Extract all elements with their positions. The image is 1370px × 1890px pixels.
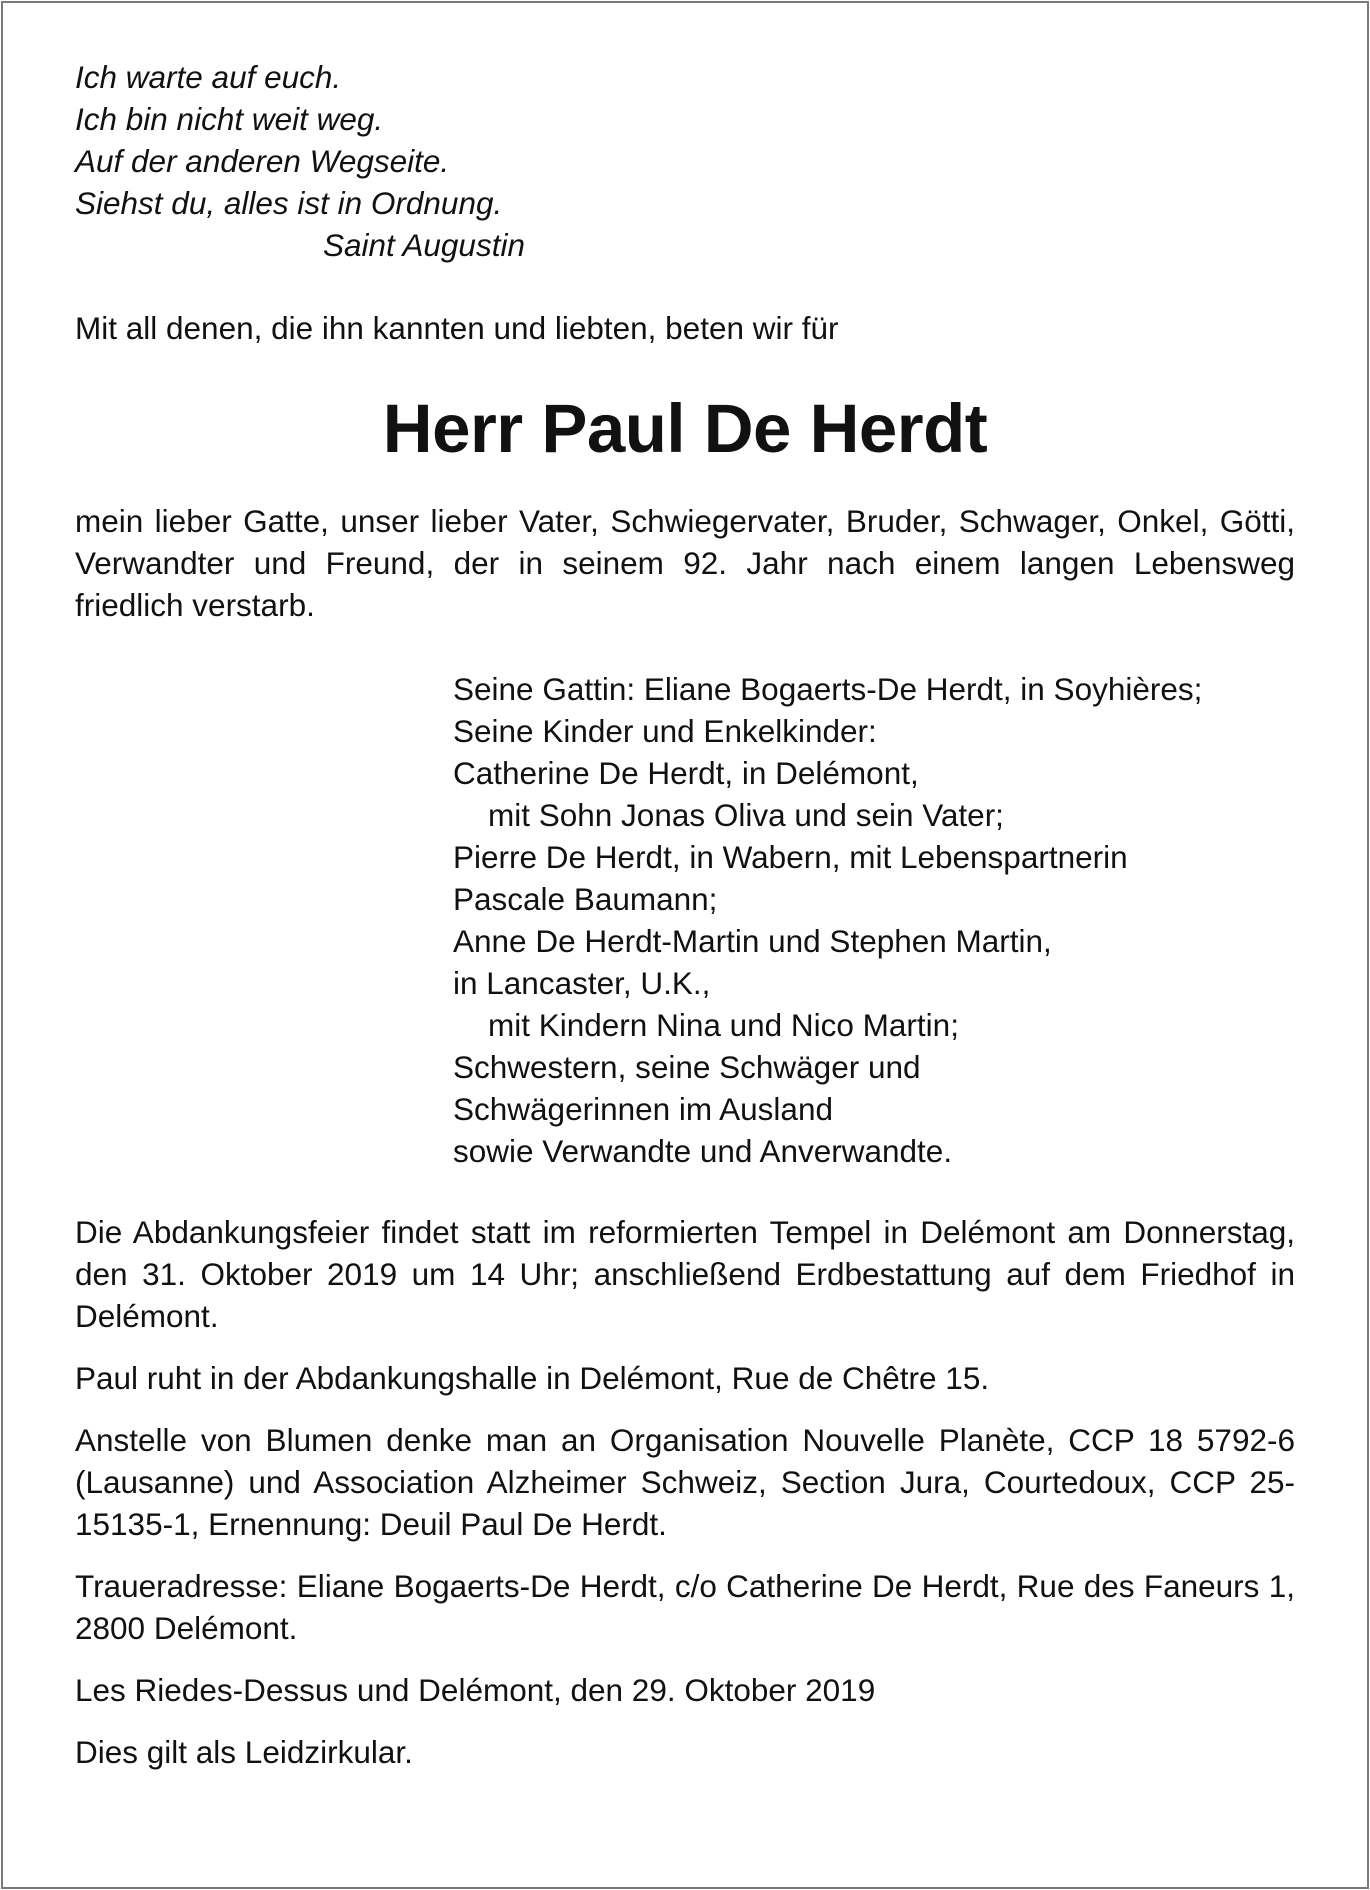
poem-line: Auf der anderen Wegseite. [75, 143, 450, 179]
obituary-notice [75, 56, 1295, 1773]
deceased-description: mein lieber Gatte, unser lieber Vater, Schwiegervater, Bruder, Schwager, Onkel, Götti, Verwandter und Freund, der in seinem 92. Jahr nach einem langen Lebensweg friedlich verstarb. [75, 503, 1295, 623]
family-line: Schwestern, seine Schwäger und [453, 1049, 921, 1085]
family-list [453, 668, 1295, 1172]
poem-line: Ich bin nicht weit weg. [75, 101, 384, 137]
ceremony-info: Die Abdankungsfeier findet statt im reformierten Tempel in Delémont am Donnerstag, den 31. Oktober 2019 um 14 Uhr; anschließend Erdbestattung auf dem Friedhof in Delémont. [75, 1214, 1295, 1334]
poem-line: Siehst du, alles ist in Ordnung. [75, 185, 503, 221]
closing-note: Dies gilt als Leidzirkular. [75, 1734, 413, 1770]
family-line: mit Kindern Nina und Nico Martin; [488, 1007, 959, 1043]
family-line: Pierre De Herdt, in Wabern, mit Lebenspartnerin [453, 839, 1128, 875]
place-date: Les Riedes-Dessus und Delémont, den 29. Oktober 2019 [75, 1672, 876, 1708]
family-line: Seine Kinder und Enkelkinder: [453, 713, 877, 749]
poem-author: Saint Augustin [323, 227, 525, 263]
donation-info: Anstelle von Blumen denke man an Organisation Nouvelle Planète, CCP 18 5792-6 (Lausanne) und Association Alzheimer Schweiz, Section Jura, Courtedoux, CCP 25-15135-1, Ernennung: Deuil Paul De Herdt. [75, 1422, 1295, 1542]
resting-place: Paul ruht in der Abdankungshalle in Delémont, Rue de Chêtre 15. [75, 1360, 990, 1396]
family-line: mit Sohn Jonas Oliva und sein Vater; [488, 797, 1004, 833]
poem-quote [75, 56, 1295, 266]
poem-line: Ich warte auf euch. [75, 59, 342, 95]
family-line: in Lancaster, U.K., [453, 965, 711, 1001]
family-line: Seine Gattin: Eliane Bogaerts-De Herdt, in Soyhières; [453, 671, 1203, 707]
mourning-address: Traueradresse: Eliane Bogaerts-De Herdt, c/o Catherine De Herdt, Rue des Faneurs 1, 2800 Delémont. [75, 1568, 1295, 1646]
family-line: Schwägerinnen im Ausland [453, 1091, 833, 1127]
family-line: sowie Verwandte und Anverwandte. [453, 1133, 953, 1169]
deceased-name: Herr Paul De Herdt [382, 390, 988, 467]
family-line: Pascale Baumann; [453, 881, 718, 917]
family-line: Anne De Herdt-Martin und Stephen Martin, [453, 923, 1052, 959]
intro-text: Mit all denen, die ihn kannten und liebten, beten wir für [75, 310, 839, 346]
family-line: Catherine De Herdt, in Delémont, [453, 755, 919, 791]
